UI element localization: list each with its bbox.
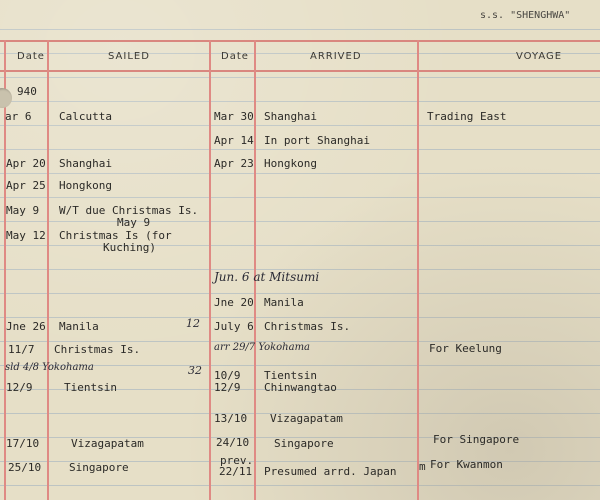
sailed-port: Christmas Is (for xyxy=(59,229,172,242)
sailed-date: 17/10 xyxy=(6,437,40,450)
arrived-date: Jne 20 xyxy=(214,296,254,309)
sailed-port: Calcutta xyxy=(59,110,112,123)
column-header-arrived: ARRIVED xyxy=(310,51,362,62)
sailed-port: W/T due Christmas Is. xyxy=(59,204,199,217)
arrived-port: Manila xyxy=(264,296,304,309)
column-header-date-arrived: Date xyxy=(221,51,249,62)
arrived-date: 22/11 xyxy=(219,465,253,478)
arrived-date: 12/9 xyxy=(214,381,241,394)
sailed-date: Apr 25 xyxy=(6,179,46,192)
arrived-port: Tientsin xyxy=(264,369,317,382)
arrived-port: Presumed arrd. Japan xyxy=(264,465,397,478)
sailed-date: 12/9 xyxy=(6,381,33,394)
column-rule-1 xyxy=(47,40,49,500)
sailed-date: 25/10 xyxy=(8,461,42,474)
handwritten-arrived-note: arr 29/7 Yokohama xyxy=(214,342,311,353)
arrived-date: 24/10 xyxy=(216,436,250,449)
arrived-port: Singapore xyxy=(274,437,334,450)
sailed-date: 11/7 xyxy=(8,343,35,356)
year-label: 940 xyxy=(17,85,37,98)
header-bottom-rule xyxy=(0,70,600,72)
sailed-port: Shanghai xyxy=(59,157,112,170)
sailed-date: May 12 xyxy=(6,229,46,242)
column-rule-4 xyxy=(417,40,419,500)
arrived-port: Shanghai xyxy=(264,110,317,123)
sailed-port: Hongkong xyxy=(59,179,112,192)
handwritten-arrived-note: Jun. 6 at Mitsumi xyxy=(214,270,320,284)
handwritten-margin-mark: 12 xyxy=(186,317,200,330)
column-rule-2 xyxy=(209,40,211,500)
arrived-port: Christmas Is. xyxy=(264,320,351,333)
arrived-port: Chinwangtao xyxy=(264,381,337,394)
voyage-note: For Kwanmon xyxy=(430,458,503,471)
arrived-date: Apr 23 xyxy=(214,157,254,170)
column-header-sailed: SAILED xyxy=(108,51,150,62)
sailed-date: ar 6 xyxy=(5,110,32,123)
sailed-port: Christmas Is. xyxy=(54,343,141,356)
sailed-port: Singapore xyxy=(69,461,129,474)
arrived-port: In port Shanghai xyxy=(264,134,370,147)
arrived-date-prefix: prev. xyxy=(220,454,254,467)
margin-rule xyxy=(4,40,6,500)
sailed-date: Jne 26 xyxy=(6,320,46,333)
voyage-note: Trading East xyxy=(427,110,507,123)
sailed-date: May 9 xyxy=(6,204,40,217)
arrived-date: 13/10 xyxy=(214,412,248,425)
arrived-port: Hongkong xyxy=(264,157,317,170)
voyage-note: For Singapore xyxy=(433,433,520,446)
sailed-date: Apr 20 xyxy=(6,157,46,170)
arrived-date: July 6 xyxy=(214,320,254,333)
handwritten-sailed-note: sld 4/8 Yokohama xyxy=(5,362,94,373)
arrived-date: Mar 30 xyxy=(214,110,254,123)
column-header-date-sailed: Date xyxy=(17,51,45,62)
ship-name-header: s.s. "SHENGHWA" xyxy=(480,10,571,21)
arrived-port: Vizagapatam xyxy=(270,412,343,425)
column-header-voyage: VOYAGE xyxy=(516,51,563,62)
sailed-port-continued: May 9 xyxy=(117,216,151,229)
arrived-date: 10/9 xyxy=(214,369,241,382)
voyage-note: For Keelung xyxy=(429,342,502,355)
sailed-port: Tientsin xyxy=(64,381,117,394)
header-top-rule xyxy=(0,40,600,42)
sailed-port-continued: Kuching) xyxy=(103,241,156,254)
arrived-date: Apr 14 xyxy=(214,134,254,147)
voyage-prefix-mark: m xyxy=(419,460,426,473)
handwritten-margin-mark: 32 xyxy=(188,364,202,377)
punch-hole xyxy=(0,88,12,108)
sailed-port: Manila xyxy=(59,320,99,333)
sailed-port: Vizagapatam xyxy=(71,437,144,450)
